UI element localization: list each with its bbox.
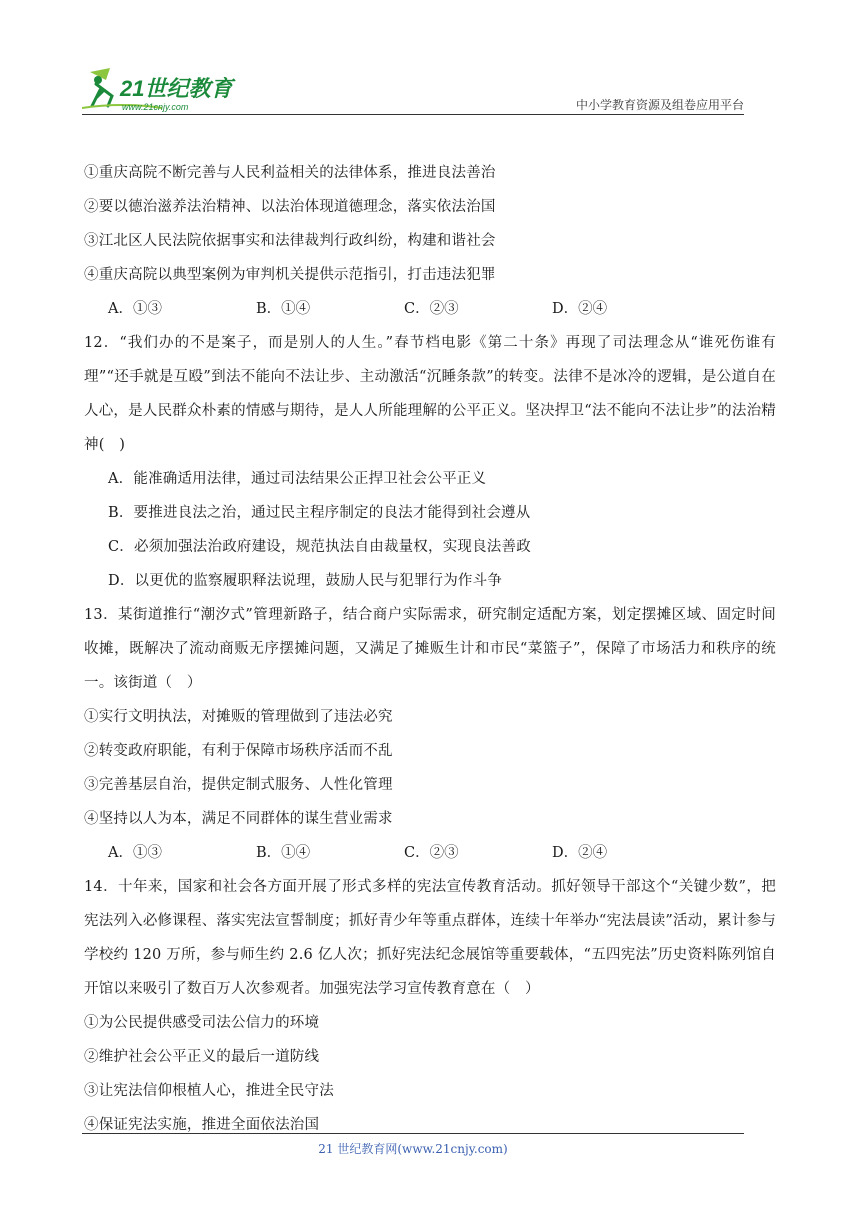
list-item: ③江北区人民法院依据事实和法律裁判行政纠纷，构建和谐社会 (84, 233, 496, 249)
q12-stem: 12．“我们办的不是案子，而是别人的人生。”春节档电影《第二十条》再现了司法理念从“谁死伤谁有理”“还手就是互殴”到法不能向不法让步、主动激活“沉睡条款”的转变。法律不是冰冷的逻辑，是公道自在人心，是人民群众朴素的情感与期待，是人人所能理解的公平正义。坚决捍卫“法不能向不法让步”的法治精神( ) (84, 335, 776, 453)
footer-divider (82, 1133, 744, 1134)
option-a: A．①③ (108, 845, 162, 861)
list-item: ①为公民提供感受司法公信力的环境 (84, 1015, 320, 1031)
list-item: ④保证宪法实施，推进全面依法治国 (84, 1117, 320, 1133)
list-item: ②转变政府职能，有利于保障市场秩序活而不乱 (84, 743, 393, 759)
list-item: ④重庆高院以典型案例为审判机关提供示范指引，打击违法犯罪 (84, 267, 496, 283)
option-b: B．①④ (256, 301, 311, 317)
q13-stem: 13．某街道推行“潮汐式”管理新路子，结合商户实际需求，研究制定适配方案，划定摆摊区域、固定时间收摊，既解决了流动商贩无序摆摊问题，又满足了摊贩生计和市民“菜篮子”，保障了市场活力和秩序的统一。该街道（ ） (84, 607, 776, 691)
header-divider (82, 114, 744, 115)
page-header (82, 60, 744, 116)
logo-text: 21世纪教育 (120, 76, 233, 101)
list-item: ②要以德治滋养法治精神、以法治体现道德理念，落实依法治国 (84, 199, 496, 215)
list-item: ④坚持以人为本，满足不同群体的谋生营业需求 (84, 811, 393, 827)
q11-options (84, 292, 776, 326)
logo-21cnjy (82, 66, 252, 114)
option-d: D．以更优的监察履职释法说理，鼓励人民与犯罪行为作斗争 (108, 573, 503, 589)
option-d: D．②④ (552, 301, 608, 317)
list-item: ①实行文明执法，对摊贩的管理做到了违法必究 (84, 709, 393, 725)
option-c: C．②③ (404, 301, 459, 317)
list-item: ②维护社会公平正义的最后一道防线 (84, 1049, 320, 1065)
option-c: C．必须加强法治政府建设，规范执法自由裁量权，实现良法善政 (108, 539, 531, 555)
q11-items (84, 156, 776, 292)
option-a: A．①③ (108, 301, 162, 317)
platform-label: 中小学教育资源及组卷应用平台 (575, 98, 744, 112)
q13-options (84, 836, 776, 870)
option-c: C．②③ (404, 845, 459, 861)
option-a: A．能准确适用法律，通过司法结果公正捍卫社会公平正义 (108, 471, 487, 487)
option-d: D．②④ (552, 845, 608, 861)
list-item: ③完善基层自治，提供定制式服务、人性化管理 (84, 777, 393, 793)
footer-text: 21 世纪教育网(www.21cnjy.com) (318, 1142, 508, 1156)
list-item: ③让宪法信仰根植人心，推进全民守法 (84, 1083, 334, 1099)
option-b: B．要推进良法之治，通过民主程序制定的良法才能得到社会遵从 (108, 505, 531, 521)
logo-url: www.21cnjy.com (122, 102, 189, 112)
document-body (84, 156, 776, 1142)
option-b: B．①④ (256, 845, 311, 861)
list-item: ①重庆高院不断完善与人民利益相关的法律体系，推进良法善治 (84, 165, 496, 181)
q14-stem: 14．十年来，国家和社会各方面开展了形式多样的宪法宣传教育活动。抓好领导干部这个“关键少数”，把宪法列入必修课程、落实宪法宣誓制度；抓好青少年等重点群体，连续十年举办“宪法晨读”活动，累计参与学校约 120 万所，参与师生约 2.6 亿人次；抓好宪法纪念展馆等重要载体，“五四宪法”历史资料陈列馆自开馆以来吸引了数百万人次参观者。加强宪法学习宣传教育意在（ ） (84, 879, 776, 997)
